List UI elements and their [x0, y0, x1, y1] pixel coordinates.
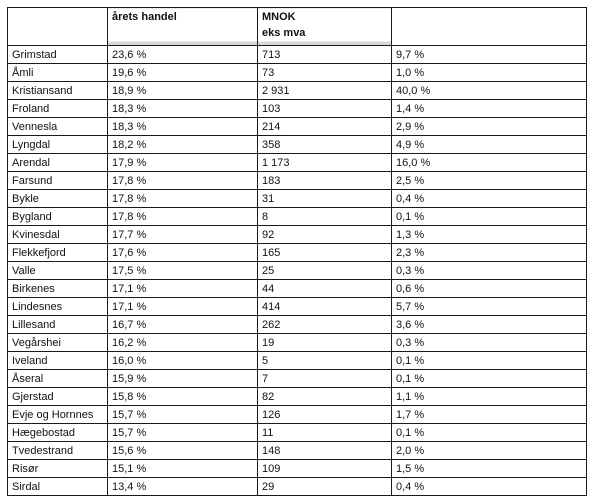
cell-mnok: 109 [258, 460, 392, 478]
header-mnok [258, 8, 392, 46]
cell-municipality: Birkenes [8, 280, 108, 298]
cell-share-of-trade: 15,9 % [108, 370, 258, 388]
table-row [8, 172, 587, 190]
header-mnok-line2: eks mva [262, 27, 306, 39]
table-row [8, 424, 587, 442]
cell-mnok: 92 [258, 226, 392, 244]
table-row [8, 154, 587, 172]
cell-mnok: 1 173 [258, 154, 392, 172]
data-table-container [7, 7, 587, 496]
cell-mnok: 31 [258, 190, 392, 208]
cell-share: 0,3 % [392, 262, 587, 280]
cell-share: 9,7 % [392, 46, 587, 64]
cell-share-of-trade: 16,2 % [108, 334, 258, 352]
table-row [8, 460, 587, 478]
cell-mnok: 11 [258, 424, 392, 442]
cell-municipality: Hægebostad [8, 424, 108, 442]
cell-mnok: 29 [258, 478, 392, 496]
cell-share: 1,3 % [392, 226, 587, 244]
cell-share: 1,7 % [392, 406, 587, 424]
table-row [8, 208, 587, 226]
cell-municipality: Lillesand [8, 316, 108, 334]
cell-mnok: 103 [258, 100, 392, 118]
cell-municipality: Froland [8, 100, 108, 118]
cell-share-of-trade: 17,8 % [108, 172, 258, 190]
cell-share: 2,0 % [392, 442, 587, 460]
cell-share-of-trade: 15,7 % [108, 424, 258, 442]
cell-municipality: Flekkefjord [8, 244, 108, 262]
cell-share: 0,3 % [392, 334, 587, 352]
cell-share: 0,4 % [392, 478, 587, 496]
cell-share-of-trade: 15,7 % [108, 406, 258, 424]
header-mnok-line1: MNOK [262, 11, 296, 23]
cell-municipality: Farsund [8, 172, 108, 190]
cell-mnok: 126 [258, 406, 392, 424]
cell-share: 1,5 % [392, 460, 587, 478]
cell-municipality: Tvedestrand [8, 442, 108, 460]
cell-share: 1,4 % [392, 100, 587, 118]
table-row [8, 442, 587, 460]
table-row [8, 478, 587, 496]
cell-share: 1,1 % [392, 388, 587, 406]
header-share-label: årets handel [112, 11, 177, 23]
cell-municipality: Grimstad [8, 46, 108, 64]
table-row [8, 136, 587, 154]
municipality-trade-table [7, 7, 587, 496]
cell-mnok: 2 931 [258, 82, 392, 100]
cell-share-of-trade: 17,5 % [108, 262, 258, 280]
cell-share-of-trade: 15,8 % [108, 388, 258, 406]
table-row [8, 64, 587, 82]
table-row [8, 280, 587, 298]
cell-municipality: Iveland [8, 352, 108, 370]
cell-share-of-trade: 15,6 % [108, 442, 258, 460]
table-row [8, 370, 587, 388]
cell-municipality: Bygland [8, 208, 108, 226]
cell-mnok: 73 [258, 64, 392, 82]
cell-mnok: 713 [258, 46, 392, 64]
cell-mnok: 7 [258, 370, 392, 388]
cell-share-of-trade: 17,9 % [108, 154, 258, 172]
cell-share-of-trade: 15,1 % [108, 460, 258, 478]
cell-share: 0,1 % [392, 352, 587, 370]
cell-share-of-trade: 17,1 % [108, 280, 258, 298]
table-row [8, 226, 587, 244]
cell-share-of-trade: 17,8 % [108, 190, 258, 208]
cell-mnok: 8 [258, 208, 392, 226]
cell-mnok: 82 [258, 388, 392, 406]
table-row [8, 118, 587, 136]
cell-municipality: Lindesnes [8, 298, 108, 316]
cell-municipality: Arendal [8, 154, 108, 172]
cell-share: 0,1 % [392, 370, 587, 388]
cell-share-of-trade: 18,3 % [108, 118, 258, 136]
table-row [8, 388, 587, 406]
cell-mnok: 5 [258, 352, 392, 370]
table-row [8, 46, 587, 64]
cell-mnok: 25 [258, 262, 392, 280]
cell-mnok: 358 [258, 136, 392, 154]
table-row [8, 100, 587, 118]
header-row [8, 8, 587, 46]
cell-municipality: Kvinesdal [8, 226, 108, 244]
cell-share: 0,1 % [392, 208, 587, 226]
cell-share-of-trade: 13,4 % [108, 478, 258, 496]
cell-municipality: Bykle [8, 190, 108, 208]
cell-mnok: 44 [258, 280, 392, 298]
cell-mnok: 148 [258, 442, 392, 460]
cell-municipality: Valle [8, 262, 108, 280]
cell-share-of-trade: 17,8 % [108, 208, 258, 226]
cell-mnok: 262 [258, 316, 392, 334]
cell-mnok: 214 [258, 118, 392, 136]
cell-municipality: Evje og Hornnes [8, 406, 108, 424]
cell-municipality: Sirdal [8, 478, 108, 496]
cell-share-of-trade: 23,6 % [108, 46, 258, 64]
table-row [8, 82, 587, 100]
table-row [8, 334, 587, 352]
cell-share-of-trade: 18,9 % [108, 82, 258, 100]
cell-mnok: 19 [258, 334, 392, 352]
cell-share: 1,0 % [392, 64, 587, 82]
table-row [8, 406, 587, 424]
cell-municipality: Gjerstad [8, 388, 108, 406]
cell-municipality: Kristiansand [8, 82, 108, 100]
cell-share-of-trade: 17,6 % [108, 244, 258, 262]
cell-mnok: 165 [258, 244, 392, 262]
cell-municipality: Lyngdal [8, 136, 108, 154]
table-row [8, 244, 587, 262]
cell-municipality: Risør [8, 460, 108, 478]
cell-share: 0,6 % [392, 280, 587, 298]
cell-municipality: Åseral [8, 370, 108, 388]
cell-share: 5,7 % [392, 298, 587, 316]
cell-municipality: Vegårshei [8, 334, 108, 352]
cell-share: 0,1 % [392, 424, 587, 442]
cell-share-of-trade: 18,3 % [108, 100, 258, 118]
header-share-of-trade [108, 8, 258, 46]
cell-share: 2,5 % [392, 172, 587, 190]
cell-share: 0,4 % [392, 190, 587, 208]
cell-share-of-trade: 17,1 % [108, 298, 258, 316]
header-share [392, 8, 587, 46]
cell-mnok: 414 [258, 298, 392, 316]
cell-share: 4,9 % [392, 136, 587, 154]
cell-municipality: Vennesla [8, 118, 108, 136]
cell-municipality: Åmli [8, 64, 108, 82]
cell-share: 2,3 % [392, 244, 587, 262]
cell-share: 40,0 % [392, 82, 587, 100]
cell-mnok: 183 [258, 172, 392, 190]
table-row [8, 190, 587, 208]
cell-share-of-trade: 16,0 % [108, 352, 258, 370]
table-row [8, 298, 587, 316]
cell-share: 3,6 % [392, 316, 587, 334]
cell-share-of-trade: 18,2 % [108, 136, 258, 154]
cell-share: 2,9 % [392, 118, 587, 136]
table-row [8, 262, 587, 280]
table-row [8, 352, 587, 370]
header-municipality [8, 8, 108, 46]
cell-share-of-trade: 16,7 % [108, 316, 258, 334]
cell-share-of-trade: 19,6 % [108, 64, 258, 82]
table-body [8, 46, 587, 496]
cell-share-of-trade: 17,7 % [108, 226, 258, 244]
cell-share: 16,0 % [392, 154, 587, 172]
table-row [8, 316, 587, 334]
